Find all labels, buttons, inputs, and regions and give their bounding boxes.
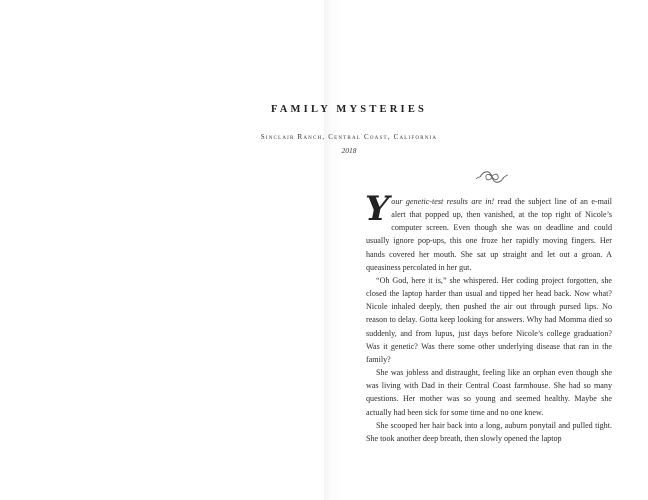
subject-line: our genetic-test results are in! bbox=[391, 197, 495, 206]
paragraph-2: “Oh God, here it is,” she whispered. Her coding project forgotten, she closed the laptop harder than usual and tipped her head back. Now what? Nicole inhaled deeply, then pushed the air out through pursed lips. No reason to delay. Gotta keep looking for answers. Why had Momma died so suddenly, and from lupus, just days before Nicole’s college graduation? Was it genetic? Was there some other underlying disease that ran in the family? bbox=[366, 275, 612, 364]
chapter-body bbox=[365, 189, 612, 445]
paragraph-1-text: read the subject line of an e-mail alert that popped up, then vanished, at the top right of Nicole’s computer screen. Even though she was on deadline and could usually ignore pop-ups, this one froze her rapidly moving fingers. Her hands covered her mouth. She sat up straight and let out a groan. A queasiness percolated in her gut. bbox=[366, 197, 612, 272]
paragraph-3: She was jobless and distraught, feeling like an orphan even though she was living with Dad in their Central Coast farmhouse. She had so many questions. Her mother was so young and seemed healthy. Maybe she actually had been sick for some time and no one knew. bbox=[366, 368, 612, 417]
chapter-title: FAMILY MYSTERIES bbox=[270, 104, 428, 115]
paragraph-4: She scooped her hair back into a long, auburn ponytail and pulled tight. She took another deep breath, then slowly opened the laptop bbox=[366, 420, 612, 443]
chapter-year: 2018 bbox=[341, 146, 357, 155]
chapter-location: Sinclair Ranch, Central Coast, California bbox=[260, 133, 438, 141]
flourish-ornament-icon bbox=[474, 166, 510, 188]
drop-cap: Y bbox=[365, 189, 390, 229]
paragraph-1 bbox=[365, 189, 612, 274]
